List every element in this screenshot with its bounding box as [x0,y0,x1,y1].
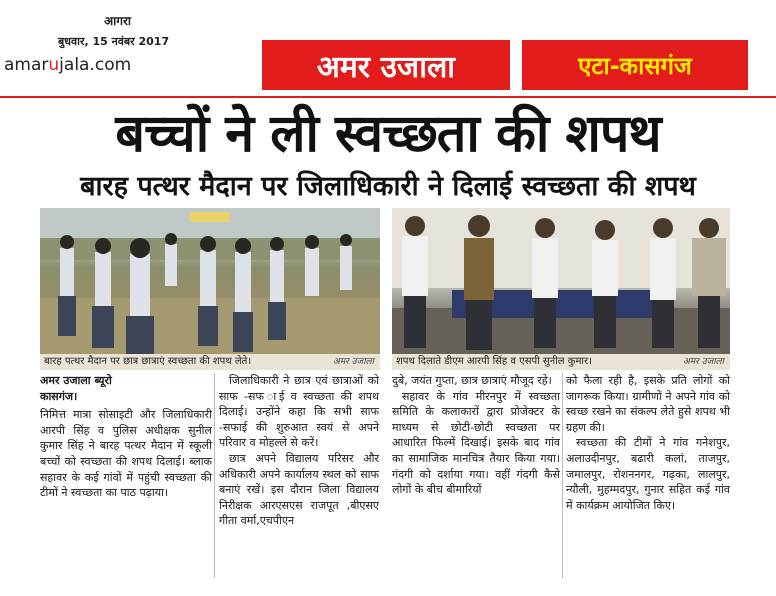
photo-students-oath [40,208,380,354]
caption-text: शपथ दिलाते डीएम आरपी सिंह व एसपी सुनील कुमार। [396,356,592,367]
photo-caption [392,354,730,370]
article-paragraph: को फैला रही है, इसके प्रति लोगों को जागरूक किया। ग्रामीणों ने अपने गांव को स्वच्छ रखने का संकल्प लेते हुसे शपथ भी ग्रहण की। [566,374,730,434]
header-divider [0,96,776,98]
column-divider [214,373,215,578]
students-illustration [40,208,380,354]
brand-name: अमर उजाला [316,49,456,85]
officials-illustration [392,208,730,354]
column-divider [562,373,563,578]
photo-credit: अमर उजाला [332,357,374,367]
article-column-4 [566,373,730,513]
article-subheadline: बारह पत्थर मैदान पर जिलाधिकारी ने दिलाई स्वच्छता की शपथ [80,171,696,202]
article-column-2 [219,373,379,529]
caption-text: बारह पत्थर मैदान पर छात्र छात्राएं स्वच्छता की शपथ लेते। [44,356,252,367]
photo-caption [40,354,380,370]
site-accent: u [48,55,60,75]
site-prefix: amar [4,55,49,75]
article-paragraph: दुबे, जयंत गुप्ता, छात्र छात्राएं मौजूद रहे। [392,374,552,387]
article-column-3 [392,373,560,498]
edition-name: एटा-कासगंज [578,51,692,80]
article-paragraph: निमित्त मात्रा सोसाइटी और जिलाधिकारी आरपी सिंह व पुलिस अधीक्षक सुनील कुमार सिंह ने बारह पत्थर मैदान में स्कूली बच्चों को स्वच्छता की शपथ दिलाई। ब्लाक सहावर के कई गांवों में पहुंची स्वच्छता की टीमों ने स्वच्छता का पाठ पढ़ाया। [40,408,212,500]
article-paragraph: सहावर के गांव मीरनपुर में स्वच्छता समिति के कलाकारों द्वारा प्रोजेक्टर के माध्यम से छोटी-छोटी स्वच्छता पर आधारित फिल्में दिखाई। इसके बाद गांव का सामाजिक मानचित्र तैयार किया गया। गंदगी को दर्शाया गया। वहीं गंदगी कैसे लोगों के बीच बीमारियों [392,389,560,497]
edition-badge [522,40,748,90]
issue-date: बुधवार, 15 नवंबर 2017 [58,35,170,48]
byline: अमर उजाला ब्यूरो [40,374,112,387]
newspaper-logo [262,40,510,90]
photo-officials-oath [392,208,730,354]
article-headline: बच्चों ने ली स्वच्छता की शपथ [115,104,661,164]
article-paragraph: स्वच्छता की टीमों ने गांव गनेशपुर, अलाउदीनपुर, बढारी कलां, ताजपुर, जमालपुर, रोशननगर, गढ़का, लालपुर, न्यौली, मुहम्मदपुर, गुनार सहित कई गांव में कार्यक्रम आयोजित किए। [566,436,730,512]
edition-city: आगरा [104,14,132,28]
site-url [4,55,131,75]
photo-credit: अमर उजाला [682,357,724,367]
site-suffix: jala.com [59,55,132,75]
article-paragraph: जिलाधिकारी ने छात्र एवं छात्राओं को साफ -सफ ाई व स्वच्छता की शपथ दिलाई। उन्होंने कहा कि सभी साफ -सफाई की शुरुआत स्वयं से अपने परिवार व मोहल्ले से करें। [219,374,379,450]
article-column-1 [40,373,212,501]
dateline: कासगंज। [40,389,78,403]
article-paragraph: छात्र अपने विद्यालय परिसर और अधिकारी अपने कार्यालय स्थल को साफ बनाएं रखें। इस दौरान जिला विद्यालय निरीक्षक आरएसएस राजपूत ,बीएसए गीता वर्मा,एचपीएन [219,451,379,528]
